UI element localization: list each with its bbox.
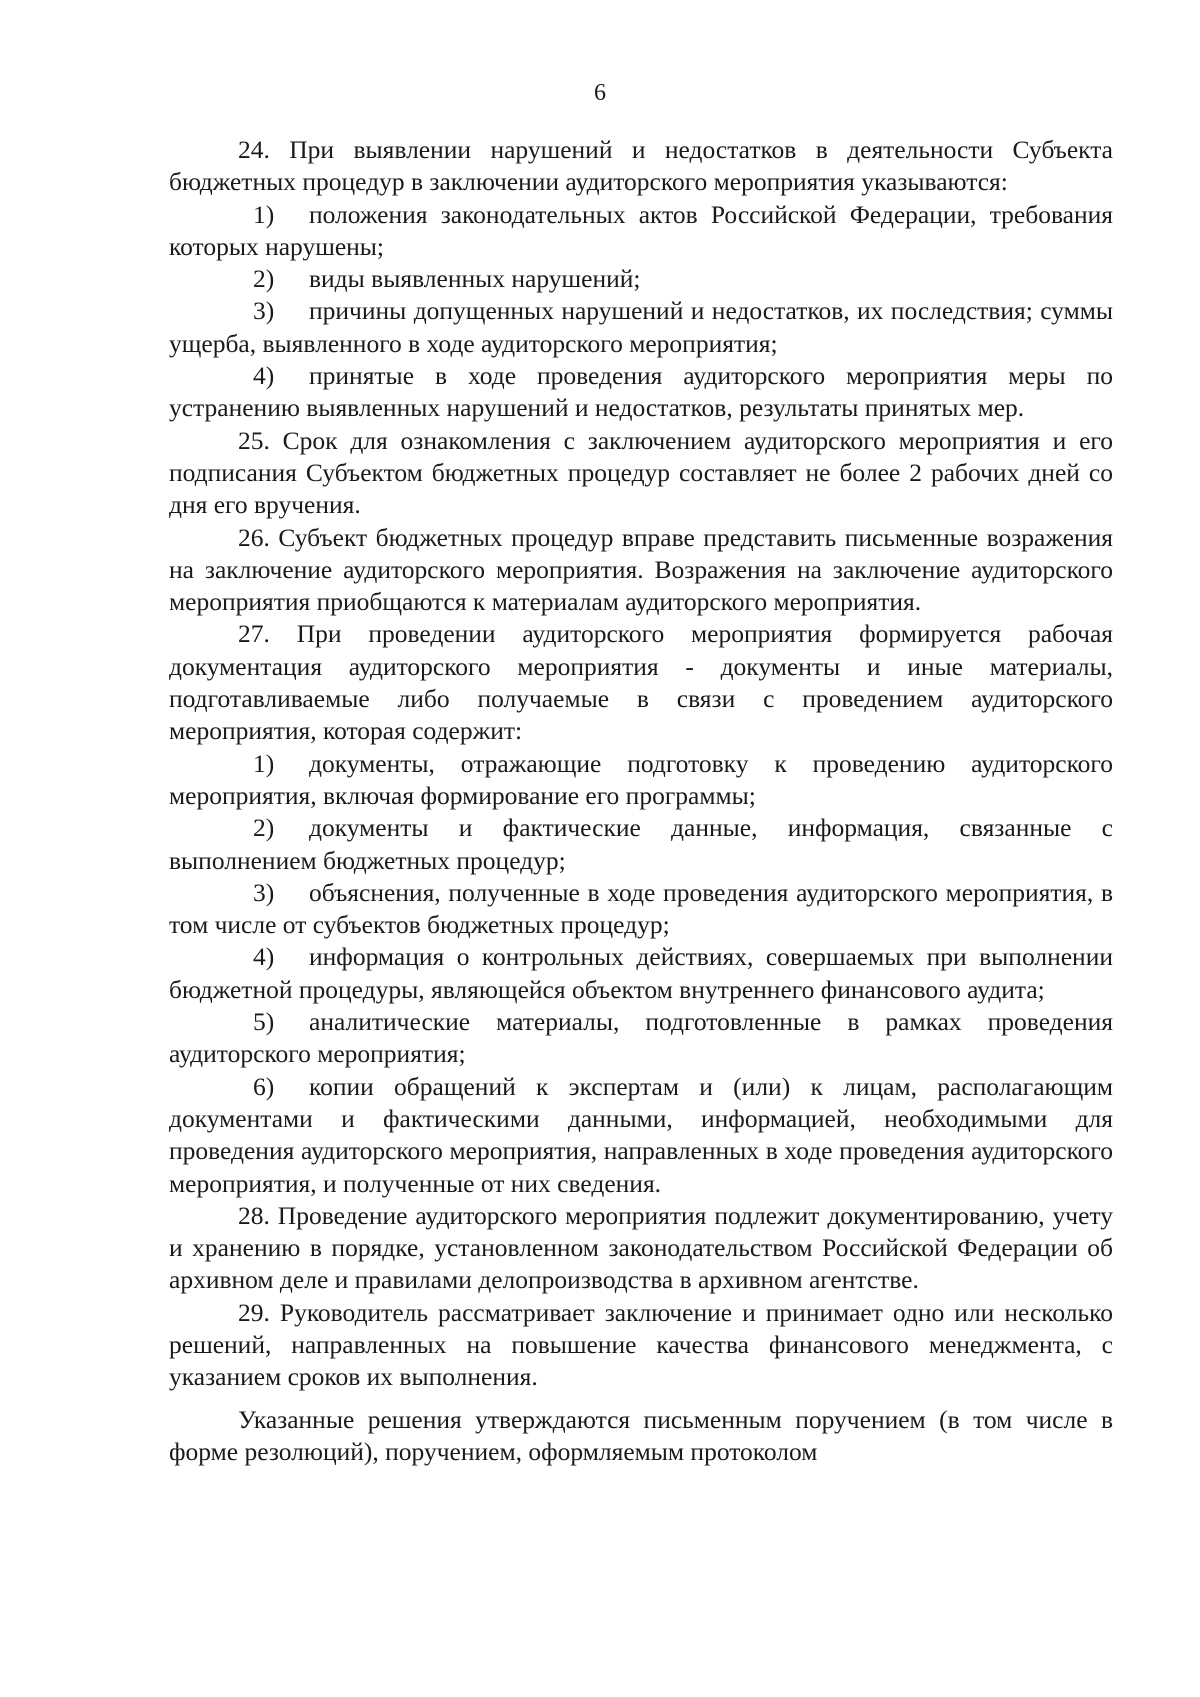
list-item: [169, 295, 1113, 360]
list-item: [169, 877, 1113, 942]
list-item-text: документы и фактические данные, информация, связанные с выполнением бюджетных процедур;: [169, 813, 1113, 875]
page-number: 6: [594, 80, 606, 106]
list-item-number: 1): [253, 748, 275, 778]
list-item-text: принятые в ходе проведения аудиторского мероприятия меры по устранению выявленных нарушений и недостатков, результаты принятых мер.: [169, 361, 1113, 423]
paragraph-gap: [169, 1394, 1113, 1404]
list-item-number: 6): [253, 1071, 275, 1101]
list-item-number: 4): [253, 361, 275, 391]
list-item: [169, 263, 1113, 295]
list-item-number: 3): [253, 296, 275, 326]
paragraph: 24. При выявлении нарушений и недостатков в деятельности Субъекта бюджетных процедур в заключении аудиторского мероприятия указываются:: [169, 135, 1113, 197]
paragraph: 28. Проведение аудиторского мероприятия подлежит документированию, учету и хранению в порядке, установленном законодательством Российской Федерации об архивном деле и правилами делопроизводства в архивном агентстве.: [169, 1200, 1113, 1295]
list-item-text: документы, отражающие подготовку к проведению аудиторского мероприятия, включая формирование его программы;: [169, 748, 1113, 810]
list-item-text: положения законодательных актов Российской Федерации, требования которых нарушены;: [169, 199, 1113, 261]
list-item-text: информация о контрольных действиях, совершаемых при выполнении бюджетной процедуры, являющейся объектом внутреннего финансового аудита;: [169, 942, 1113, 1004]
paragraph: 25. Срок для ознакомления с заключением аудиторского мероприятия и его подписания Субъектом бюджетных процедур составляет не более 2 рабочих дней со дня его вручения.: [169, 425, 1113, 520]
paragraph: Указанные решения утверждаются письменным поручением (в том числе в форме резолюций), поручением, оформляемым протоколом: [169, 1404, 1113, 1466]
list-item-number: 5): [253, 1007, 275, 1037]
list-item-number: 1): [253, 199, 275, 229]
document-body: [169, 134, 1113, 1468]
list-item-number: 4): [253, 942, 275, 972]
list-item-number: 3): [253, 877, 275, 907]
list-item-text: аналитические материалы, подготовленные в рамках проведения аудиторского мероприятия;: [169, 1007, 1113, 1069]
list-item-text: виды выявленных нарушений;: [309, 264, 641, 294]
list-item: [169, 812, 1113, 877]
list-item-number: 2): [253, 813, 275, 843]
paragraph: 26. Субъект бюджетных процедур вправе представить письменные возражения на заключение аудиторского мероприятия. Возражения на заключение аудиторского мероприятия приобщаются к материалам аудиторского мероприятия.: [169, 522, 1113, 617]
list-item: [169, 1006, 1113, 1071]
list-item-number: 2): [253, 264, 275, 294]
list-item-text: объяснения, полученные в ходе проведения аудиторского мероприятия, в том числе от субъектов бюджетных процедур;: [169, 877, 1113, 940]
list-item: [169, 360, 1113, 425]
paragraph: 29. Руководитель рассматривает заключение и принимает одно или несколько решений, направленных на повышение качества финансового менеджмента, с указанием сроков их выполнения.: [169, 1297, 1113, 1392]
list-item: [169, 748, 1113, 813]
list-item: [169, 199, 1113, 264]
list-item: [169, 941, 1113, 1006]
list-item-text: причины допущенных нарушений и недостатков, их последствия; суммы ущерба, выявленного в ходе аудиторского мероприятия;: [169, 296, 1113, 358]
list-item-text: копии обращений к экспертам и (или) к лицам, располагающим документами и фактическими данными, информацией, необходимыми для проведения аудиторского мероприятия, направленных в ходе проведения аудиторского мероприятия, и полученные от них сведения.: [169, 1071, 1113, 1198]
list-item: [169, 1071, 1113, 1200]
paragraph: 27. При проведении аудиторского мероприятия формируется рабочая документация аудиторского мероприятия - документы и иные материалы, подготавливаемые либо получаемые в связи с проведением аудиторского мероприятия, которая содержит:: [169, 619, 1113, 746]
